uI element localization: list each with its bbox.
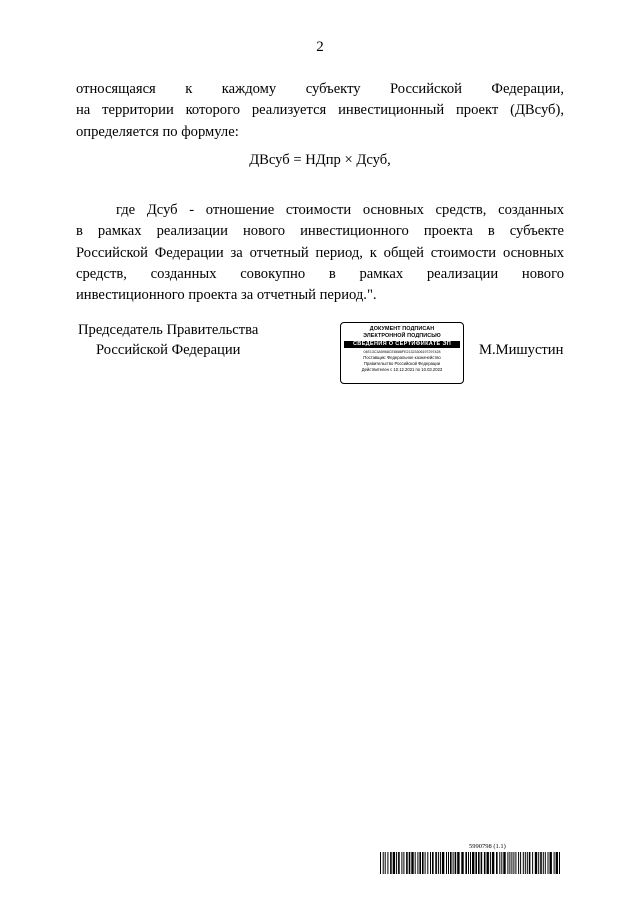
signer-name: М.Мишустин: [479, 342, 564, 358]
signer-title: [78, 320, 258, 360]
text-line: где Дсуб - отношение стоимости основных средств, созданных: [116, 202, 564, 218]
paragraph-definition: [76, 200, 564, 306]
signer-title-line1: Председатель Правительства: [78, 322, 259, 338]
stamp-validity: Действителен с 10.12.2021 по 10.03.2023: [361, 367, 443, 373]
stamp-serial: 04E13C3A5968CE8688FE21323306197297428: [363, 350, 441, 355]
barcode-icon: [380, 852, 560, 874]
paragraph-intro: [76, 79, 564, 143]
signer-title-line2: Российской Федерации: [96, 342, 241, 358]
stamp-issuer1: Поставщик: Федеральное казначейство: [363, 355, 441, 361]
text-line: в рамках реализации нового инвестиционного проекта в субъекте: [76, 223, 564, 240]
text-line: инвестиционного проекта за отчетный период.".: [76, 287, 377, 304]
stamp-issuer2: Правительство Российской Федерации: [363, 361, 441, 367]
stamp-banner: СВЕДЕНИЯ О СЕРТИФИКАТЕ ЭП: [344, 341, 460, 349]
digital-signature-stamp: [340, 322, 464, 384]
barcode-number: 5990798 (1.1): [469, 843, 506, 850]
text-line: средств, созданных совокупно в рамках реализации нового: [76, 265, 564, 282]
text-line: относящаяся к каждому субъекту Российской Федерации,: [76, 81, 564, 97]
formula: ДВсуб = НДпр × Дсуб,: [249, 152, 391, 168]
stamp-line1: ДОКУМЕНТ ПОДПИСАН: [369, 326, 435, 332]
text-line: Российской Федерации за отчетный период, к общей стоимости основных: [76, 244, 564, 261]
text-line: определяется по формуле:: [76, 123, 239, 140]
stamp-line2: ЭЛЕКТРОННОЙ ПОДПИСЬЮ: [363, 332, 441, 339]
page-number: 2: [316, 39, 324, 55]
text-line: на территории которого реализуется инвестиционный проект (ДВсуб),: [76, 102, 564, 119]
